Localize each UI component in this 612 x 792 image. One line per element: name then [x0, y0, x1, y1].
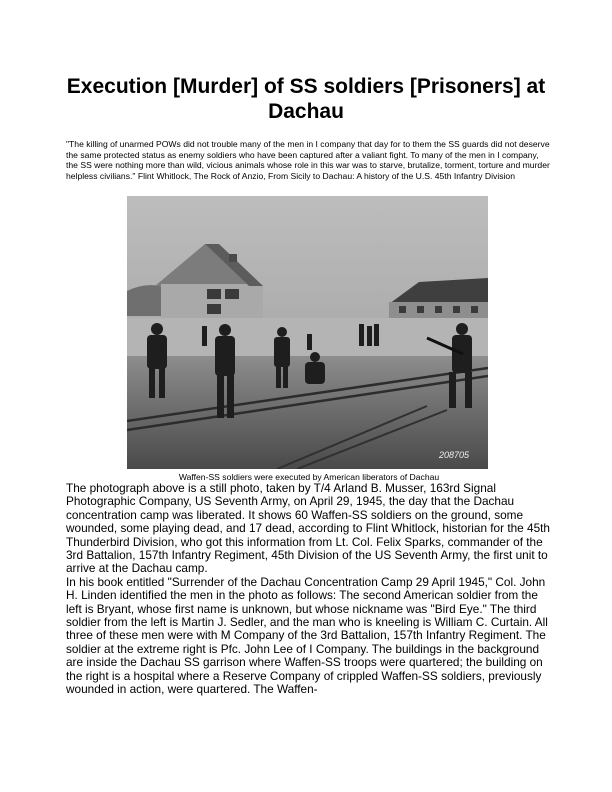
- article-paragraph-1: The photograph above is a still photo, taken by T/4 Arland B. Musser, 163rd Signal Photographic Company, US Seventh Army, on April 29, 1945, the day that the Dachau concentration camp was liberated. It shows 60 Waffen-SS soldiers on the ground, some wounded, some playing dead, and 17 dead, according to Flint Whitlock, historian for the 45th Thunderbird Division, who got this information from Lt. Col. Felix Sparks, commander of the 3rd Battalion, 157th Infantry Regiment, 45th Division of the US Seventh Army, the first unit to arrive at the Dachau camp.: [66, 481, 550, 576]
- article-body: [66, 482, 552, 697]
- photo-caption: Waffen-SS soldiers were executed by American liberators of Dachau: [178, 472, 440, 482]
- negative-number: 208705: [439, 450, 470, 460]
- epigraph-quote: "The killing of unarmed POWs did not trouble many of the men in I company that day for to them the SS guards did not deserve the same protected status as enemy soldiers who have been captured after a valiant fight. To many of the men in I company, the SS were nothing more than wild, vicious animals whose role in this war was to starve, brutalize, torment, torture and murder helpless civilians." Flint Whitlock, The Rock of Anzio, From Sicily to Dachau: A history of the U.S. 45th Infantry Division: [66, 139, 550, 181]
- article-paragraph-2: In his book entitled "Surrender of the Dachau Concentration Camp 29 April 1945," Col. John H. Linden identified the men in the photo as follows: The second American soldier from the left is Bryant, whose first name is unknown, but whose nickname was "Bird Eye." The third soldier from the left is Martin J. Sedler, and the man who is kneeling is William C. Curtain. All three of these men were with M Company of the 3rd Battalion, 157th Infantry Regiment. The soldier at the extreme right is Pfc. John Lee of I Company. The buildings in the background are inside the Dachau SS garrison where Waffen-SS troops were quartered; the building on the right is a hospital where a Reserve Company of crippled Waffen-SS soldiers, previously wounded in action, were quartered. The Waffen-: [66, 574, 548, 697]
- page-title: Execution [Murder] of SS soldiers [Prisoners] at Dachau: [66, 75, 546, 123]
